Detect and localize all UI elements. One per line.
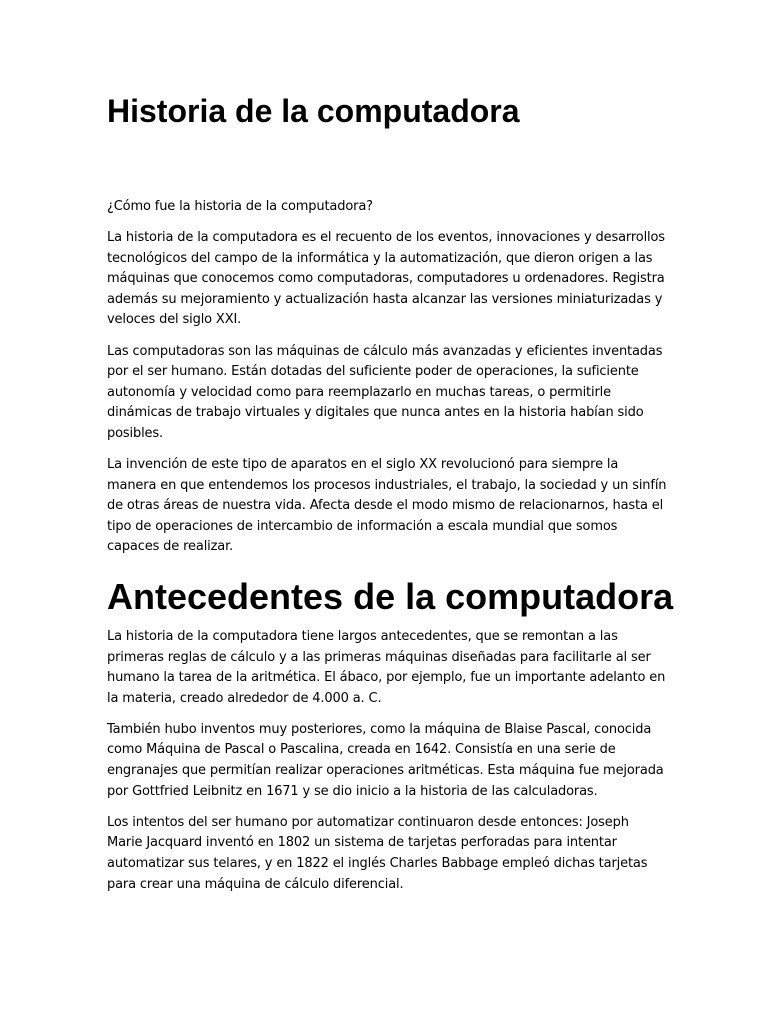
antecedentes-paragraph-2: También hubo inventos muy posteriores, como la máquina de Blaise Pascal, conocida como Máquina de Pascal o Pascalina, creada en 1642. Consistía en una serie de engranajes que permitían realizar operaciones aritméticas. Esta máquina fue mejorada por Gottfried Leibnitz en 1671 y se dio inicio a la historia de las calculadoras. bbox=[107, 721, 664, 799]
antecedentes-section bbox=[107, 627, 667, 906]
section-heading-antecedentes: Antecedentes de la computadora bbox=[107, 576, 674, 617]
document-title: Historia de la computadora bbox=[107, 93, 520, 129]
intro-section bbox=[107, 197, 667, 569]
intro-paragraph-3: La invención de este tipo de aparatos en el siglo XX revolucionó para siempre la manera en que entendemos los procesos industriales, el trabajo, la sociedad y un sinfín de otras áreas de nuestra vida. Afecta desde el modo mismo de relacionarnos, hasta el tipo de operaciones de intercambio de información a escala mundial que somos capaces de realizar. bbox=[107, 457, 667, 555]
intro-paragraph-2: Las computadoras son las máquinas de cálculo más avanzadas y eficientes inventadas por el ser humano. Están dotadas del suficiente poder de operaciones, la suficiente autonomía y velocidad como para reemplazarlo en muchas tareas, o permitirle dinámicas de trabajo virtuales y digitales que nunca antes en la historia habían sido posibles. bbox=[107, 343, 663, 441]
intro-question: ¿Cómo fue la historia de la computadora? bbox=[107, 199, 373, 214]
antecedentes-paragraph-3: Los intentos del ser humano por automatizar continuaron desde entonces: Joseph Marie Jacquard inventó en 1802 un sistema de tarjetas perforadas para intentar automatizar sus telares, y en 1822 el inglés Charles Babbage empleó dichas tarjetas para crear una máquina de cálculo diferencial. bbox=[107, 814, 648, 892]
intro-paragraph-1: La historia de la computadora es el recuento de los eventos, innovaciones y desarrollos tecnológicos del campo de la informática y la automatización, que dieron origen a las máquinas que conocemos como computadoras, computadores u ordenadores. Registra además su mejoramiento y actualización hasta alcanzar las versiones miniaturizadas y veloces del siglo XXI. bbox=[107, 230, 665, 328]
antecedentes-paragraph-1: La historia de la computadora tiene largos antecedentes, que se remontan a las primeras reglas de cálculo y a las primeras máquinas diseñadas para facilitarle al ser humano la tarea de la aritmética. El ábaco, por ejemplo, fue un importante adelanto en la materia, creado alrededor de 4.000 a. C. bbox=[107, 629, 666, 706]
